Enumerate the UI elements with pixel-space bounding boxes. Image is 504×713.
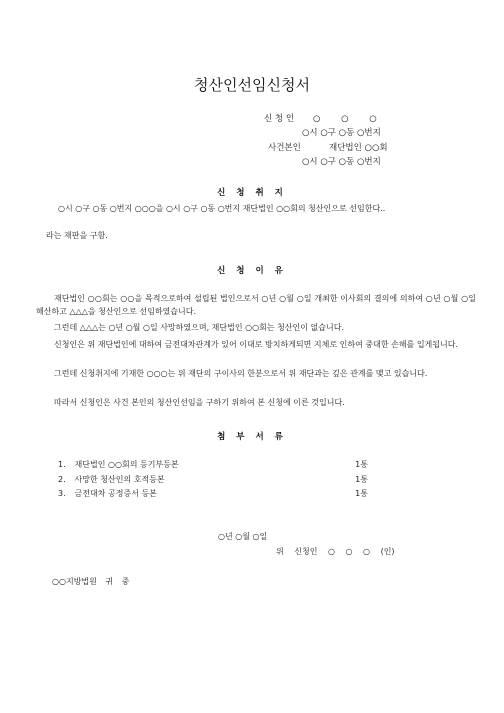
attachment-number: 2. bbox=[58, 475, 66, 484]
signer-line: 위 신청인 ○ ○ ○ (인) bbox=[276, 547, 395, 556]
court-addressee: ○○지방법원 귀 중 bbox=[52, 577, 130, 586]
case-principal-name: 재단법인 ○○회 bbox=[329, 143, 388, 153]
reason-paragraph: 신청인은 위 재단법인에 대하여 금전대차관계가 있어 이대로 방치하게되면 지체로 인하여 중대한 손해를 입게됩니다. bbox=[54, 340, 458, 349]
reason-paragraph: 따라서 신청인은 사건 본인의 청산인선임을 구하기 위하여 본 신청에 이른 것입니다. bbox=[54, 398, 345, 407]
attachment-item bbox=[58, 474, 368, 485]
attachment-quantity: 1통 bbox=[355, 489, 368, 498]
purpose-text: ○시 ○구 ○동 ○번지 ○○○을 ○시 ○구 ○동 ○번지 재단법인 ○○회의 청산인으로 선임한다.. bbox=[58, 204, 386, 213]
attachment-item bbox=[58, 488, 368, 499]
attachment-name: 사망한 청산인의 호적등본 bbox=[74, 475, 165, 484]
attachment-number: 3. bbox=[58, 489, 66, 498]
attachment-name: 금전대차 공정증서 등본 bbox=[74, 489, 157, 498]
applicant-label: 신 청 인 bbox=[264, 114, 295, 124]
case-principal-address: ○시 ○구 ○동 ○번지 bbox=[302, 157, 381, 167]
applicant-address: ○시 ○구 ○동 ○번지 bbox=[302, 128, 381, 138]
reason-paragraph: 그런데 △△△는 ○년 ○월 ○일 사망하였으며, 재단법인 ○○회는 청산인이 없습니다. bbox=[54, 323, 344, 332]
attachments-heading: 첨 부 서 류 bbox=[217, 432, 287, 442]
attachment-quantity: 1통 bbox=[355, 475, 368, 484]
attachment-number: 1. bbox=[58, 460, 66, 469]
reason-paragraph: 재단법인 ○○회는 ○○을 목적으로하여 설립된 법인으로서 ○년 ○월 ○일 개최한 이사회의 결의에 의하여 ○년 ○월 ○일 해산하고 △△△을 청산인으로 선임하였습니다. bbox=[36, 294, 476, 316]
document-title: 청산인선임신청서 bbox=[194, 76, 310, 94]
reason-paragraph: 그런데 신청취지에 기재한 ○○○는 위 재단의 구이사의 한분으로서 위 재단과는 깊은 관계를 맺고 있습니다. bbox=[54, 369, 428, 378]
attachment-quantity: 1통 bbox=[355, 460, 368, 469]
applicant-name: ○ ○ ○ bbox=[313, 114, 377, 124]
signing-date: ○년 ○월 ○일 bbox=[218, 532, 268, 541]
attachment-name: 재단법인 ○○회의 등기부등본 bbox=[74, 460, 179, 469]
attachment-item bbox=[58, 459, 368, 470]
purpose-heading: 신 청 취 지 bbox=[217, 188, 287, 198]
case-principal-label: 사건본인 bbox=[268, 143, 301, 153]
reason-heading: 신 청 이 유 bbox=[217, 266, 287, 276]
purpose-closing: 라는 재판을 구함. bbox=[46, 231, 108, 240]
